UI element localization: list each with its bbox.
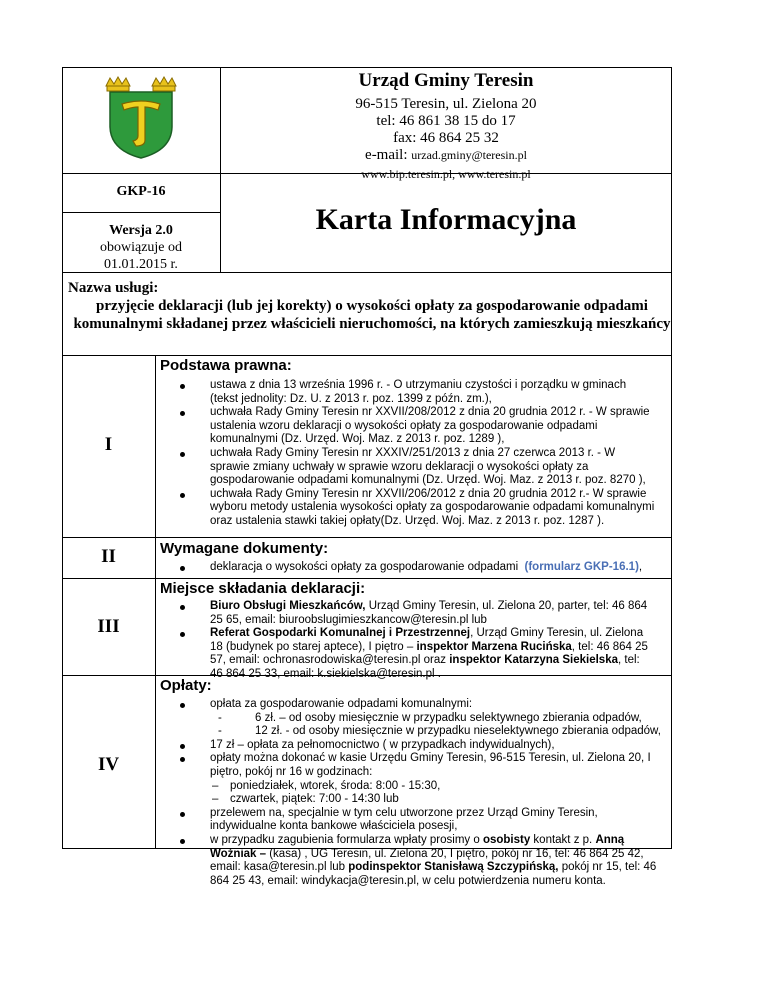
version-number: Wersja 2.0 (109, 223, 173, 238)
section-roman-1: I (104, 434, 113, 455)
submission-place-municipal-department: Referat Gospodarki Komunalnej i Przestrzennej, Urząd Gminy Teresin, ul. Zielona 18 (budynek po starej aptece), I piętro – inspektor Marzena Rucińska, tel: 46 864 25 57, email: ochronasrodowiska@teresin.pl oraz inspektor Katarzyna Siekielska, tel: 46 864 25 33, email: k.siekielska@teresin.pl . (160, 627, 652, 681)
legal-item: uchwała Rady Gminy Teresin nr XXVII/206/2012 z dnia 20 grudnia 2012 r.- W sprawie wyboru metody ustalenia wysokości opłaty za gospodarowanie odpadami komunalnymi oraz ustalenia stawki takiej opłaty(Dz. Urzęd. Woj. Maz. z 2013 r. poz. 1287 ). (160, 488, 656, 529)
office-email[interactable]: urzad.gminy@teresin.pl (411, 148, 527, 162)
fee-item-waste: opłata za gospodarowanie odpadami komunalnymi: - 6 zł. – od osoby miesięcznie w przypadku selektywnego zbierania odpadów, - 12 zł. - od osoby miesięcznie w przypadku nieselektywnego zbierania odpadów, (160, 698, 666, 739)
section-title-fees: Opłaty: (160, 677, 212, 694)
office-websites[interactable]: www.bip.teresin.pl, www.teresin.pl (361, 167, 531, 181)
fee-item-cash-desk: opłaty można dokonać w kasie Urzędu Gminy Teresin, 96-515 Teresin, ul. Zielona 20, I piętro, pokój nr 16 w godzinach: – poniedziałek, wtorek, środa: 8:00 - 15:30, – czwartek, piątek: 7:00 - 14:30 lub (160, 752, 666, 806)
section-roman-3: III (97, 616, 120, 637)
coat-of-arms-logo (100, 76, 182, 160)
section-roman-4: IV (97, 754, 120, 775)
email-label: e-mail: (365, 147, 412, 163)
document-title: Karta Informacyjna (315, 203, 577, 236)
fee-item-power-of-attorney: 17 zł – opłata za pełnomocnictwo ( w przypadkach indywidualnych), (160, 739, 666, 753)
service-label: Nazwa usługi: (68, 280, 159, 296)
section-title-legal-basis: Podstawa prawna: (160, 357, 292, 374)
legal-item: uchwała Rady Gminy Teresin nr XXXIV/251/2013 z dnia 27 czerwca 2013 r. - W sprawie zmiany uchwały w sprawie wzoru deklaracji o wysokości opłaty za gospodarowanie odpadami komunalnymi (Dz. Urzęd. Woj. Maz. z 2013 r. poz. 8270 ), (160, 447, 656, 488)
section-roman-2: II (101, 546, 116, 567)
form-link[interactable]: (formularz GKP-16.1) (524, 561, 639, 573)
submission-place-customer-office: Biuro Obsługi Mieszkańców, Urząd Gminy Teresin, ul. Zielona 20, parter, tel: 46 864 25 65, email: biuroobslugimieszkancow@teresin.pl lub (160, 600, 652, 627)
office-fax: fax: 46 864 25 32 (393, 130, 499, 146)
version-cell (62, 222, 220, 273)
office-email-row (221, 147, 671, 164)
legal-item: ustawa z dnia 13 września 1996 r. - O utrzymaniu czystości i porządku w gminach (tekst jednolity: Dz. U. z 2013 r. poz. 1399 z późn. zm.), (160, 379, 656, 406)
required-document-item: deklaracja o wysokości opłaty za gospodarowanie odpadami (formularz GKP-16.1), (160, 561, 670, 575)
fee-item-lost-form: w przypadku zagubienia formularza wpłaty prosimy o osobisty kontakt z p. Anną Woźniak – (kasa) , UG Teresin, ul. Zielona 20, I piętro, pokój nr 16, tel: 46 864 25 42, email: kasa@teresin.pl lub podinspektor Stanisławą Szczypińską, pokój nr 15, tel: 46 864 25 43, email: windykacja@teresin.pl, w celu potwierdzenia numeru konta. (160, 834, 666, 888)
valid-from-date: 01.01.2015 r. (104, 257, 178, 272)
section-title-submission-place: Miejsce składania deklaracji: (160, 580, 366, 597)
valid-from-label: obowiązuje od (99, 240, 183, 255)
service-name: przyjęcie deklaracji (lub jej korekty) o wysokości opłaty za gospodarowanie odpadami komunalnymi składanej przez właścicieli nieruchomości, na których zamieszkują mieszkańcy (73, 298, 671, 332)
fee-item-bank-transfer: przelewem na, specjalnie w tym celu utworzone przez Urząd Gminy Teresin, indywidualne konta bankowe właściciela posesji, (160, 807, 666, 834)
section-title-required-documents: Wymagane dokumenty: (160, 540, 329, 557)
office-name: Urząd Gminy Teresin (358, 70, 534, 91)
document-code: GKP-16 (116, 184, 166, 199)
office-phone: tel: 46 861 38 15 do 17 (376, 113, 516, 129)
office-address: 96-515 Teresin, ul. Zielona 20 (355, 96, 537, 112)
legal-item: uchwała Rady Gminy Teresin nr XXVII/208/2012 z dnia 20 grudnia 2012 r. - W sprawie ustalenia wzoru deklaracji o wysokości opłaty za gospodarowanie odpadami komunalnymi (Dz. Urzęd. Woj. Maz. z 2013 r. poz. 1289 ), (160, 406, 656, 447)
